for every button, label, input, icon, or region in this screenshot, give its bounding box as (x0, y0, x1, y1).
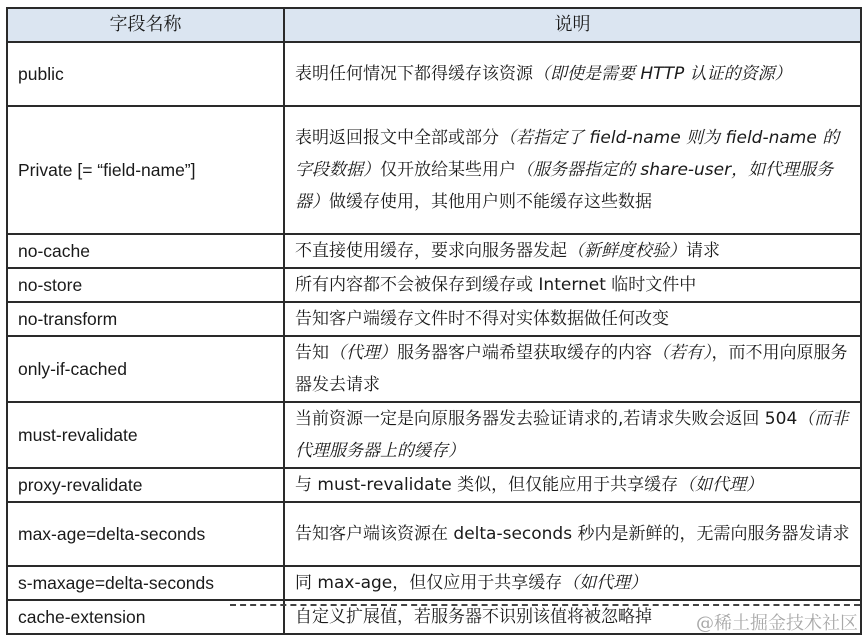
field-name-cell: proxy-revalidate (7, 468, 284, 502)
description-text: 自定义扩展值，若服务器不识别该值将被忽略掉 (295, 607, 652, 627)
description-cell (284, 268, 861, 302)
table-row (7, 42, 861, 106)
italic-note: （若指定了 field-name 则为 field-name 的字段数据） (295, 128, 840, 180)
table-row (7, 302, 861, 336)
italic-note: （若有） (652, 343, 712, 363)
table-body (7, 42, 861, 634)
description-text: 表明返回报文中全部或部分 (295, 128, 499, 148)
cache-control-table (6, 7, 862, 635)
description-text: 告知客户端该资源在 delta-seconds 秒内是新鲜的，无需向服务器发请求 (295, 524, 850, 544)
description-cell (284, 402, 861, 468)
description-cell (284, 42, 861, 106)
watermark: @稀土掘金技术社区 (696, 613, 858, 634)
field-name-cell: s-maxage=delta-seconds (7, 566, 284, 600)
header-field-name: 字段名称 (7, 8, 284, 42)
table-row (7, 468, 861, 502)
description-text: 表明任何情况下都得缓存该资源 (295, 64, 533, 84)
table-row (7, 268, 861, 302)
italic-note: （而非代理服务器上的缓存） (295, 409, 849, 461)
description-text: 与 must-revalidate 类似，但仅能应用于共享缓存 (295, 475, 679, 495)
field-name-cell: max-age=delta-seconds (7, 502, 284, 566)
field-name-cell: only-if-cached (7, 336, 284, 402)
italic-note: （即使是需要 HTTP 认证的资源） (533, 64, 792, 84)
description-cell (284, 106, 861, 234)
italic-note: （代理） (329, 343, 397, 363)
field-name-cell: public (7, 42, 284, 106)
table-row (7, 234, 861, 268)
dashed-overlay-line (230, 604, 860, 606)
description-text: 做缓存使用，其他用户则不能缓存这些数据 (329, 192, 652, 212)
field-name-cell: no-cache (7, 234, 284, 268)
table-row (7, 566, 861, 600)
italic-note: （如代理） (678, 475, 764, 495)
description-text: 不直接使用缓存，要求向服务器发起 (295, 241, 567, 261)
table-row (7, 402, 861, 468)
table-row (7, 502, 861, 566)
description-text: 请求 (686, 241, 720, 261)
field-name-cell: cache-extension (7, 600, 284, 634)
description-cell (284, 302, 861, 336)
description-cell (284, 468, 861, 502)
description-text: 服务器客户端希望获取缓存的内容 (397, 343, 652, 363)
field-name-cell: no-store (7, 268, 284, 302)
description-cell (284, 234, 861, 268)
field-name-cell: must-revalidate (7, 402, 284, 468)
description-text: 仅开放给某些用户 (380, 160, 516, 180)
table-row (7, 106, 861, 234)
italic-note: （如代理） (562, 573, 648, 593)
field-name-cell: Private [= “field-name”] (7, 106, 284, 234)
description-cell (284, 566, 861, 600)
italic-note: （服务器指定的 share-user，如代理服务器） (295, 160, 834, 212)
description-text: 告知客户端缓存文件时不得对实体数据做任何改变 (295, 309, 669, 329)
field-name-cell: no-transform (7, 302, 284, 336)
table-row (7, 336, 861, 402)
description-text: 所有内容都不会被保存到缓存或 Internet 临时文件中 (295, 275, 697, 295)
description-text: 告知 (295, 343, 329, 363)
italic-note: （新鲜度校验） (567, 241, 686, 261)
header-description: 说明 (284, 8, 861, 42)
header-row (7, 8, 861, 42)
description-text: 当前资源一定是向原服务器发去验证请求的,若请求失败会返回 504 (295, 409, 798, 429)
description-text: 同 max-age，但仅应用于共享缓存 (295, 573, 563, 593)
description-text: ，而不用向原服务器发去请求 (295, 343, 848, 395)
description-cell (284, 336, 861, 402)
description-cell (284, 502, 861, 566)
